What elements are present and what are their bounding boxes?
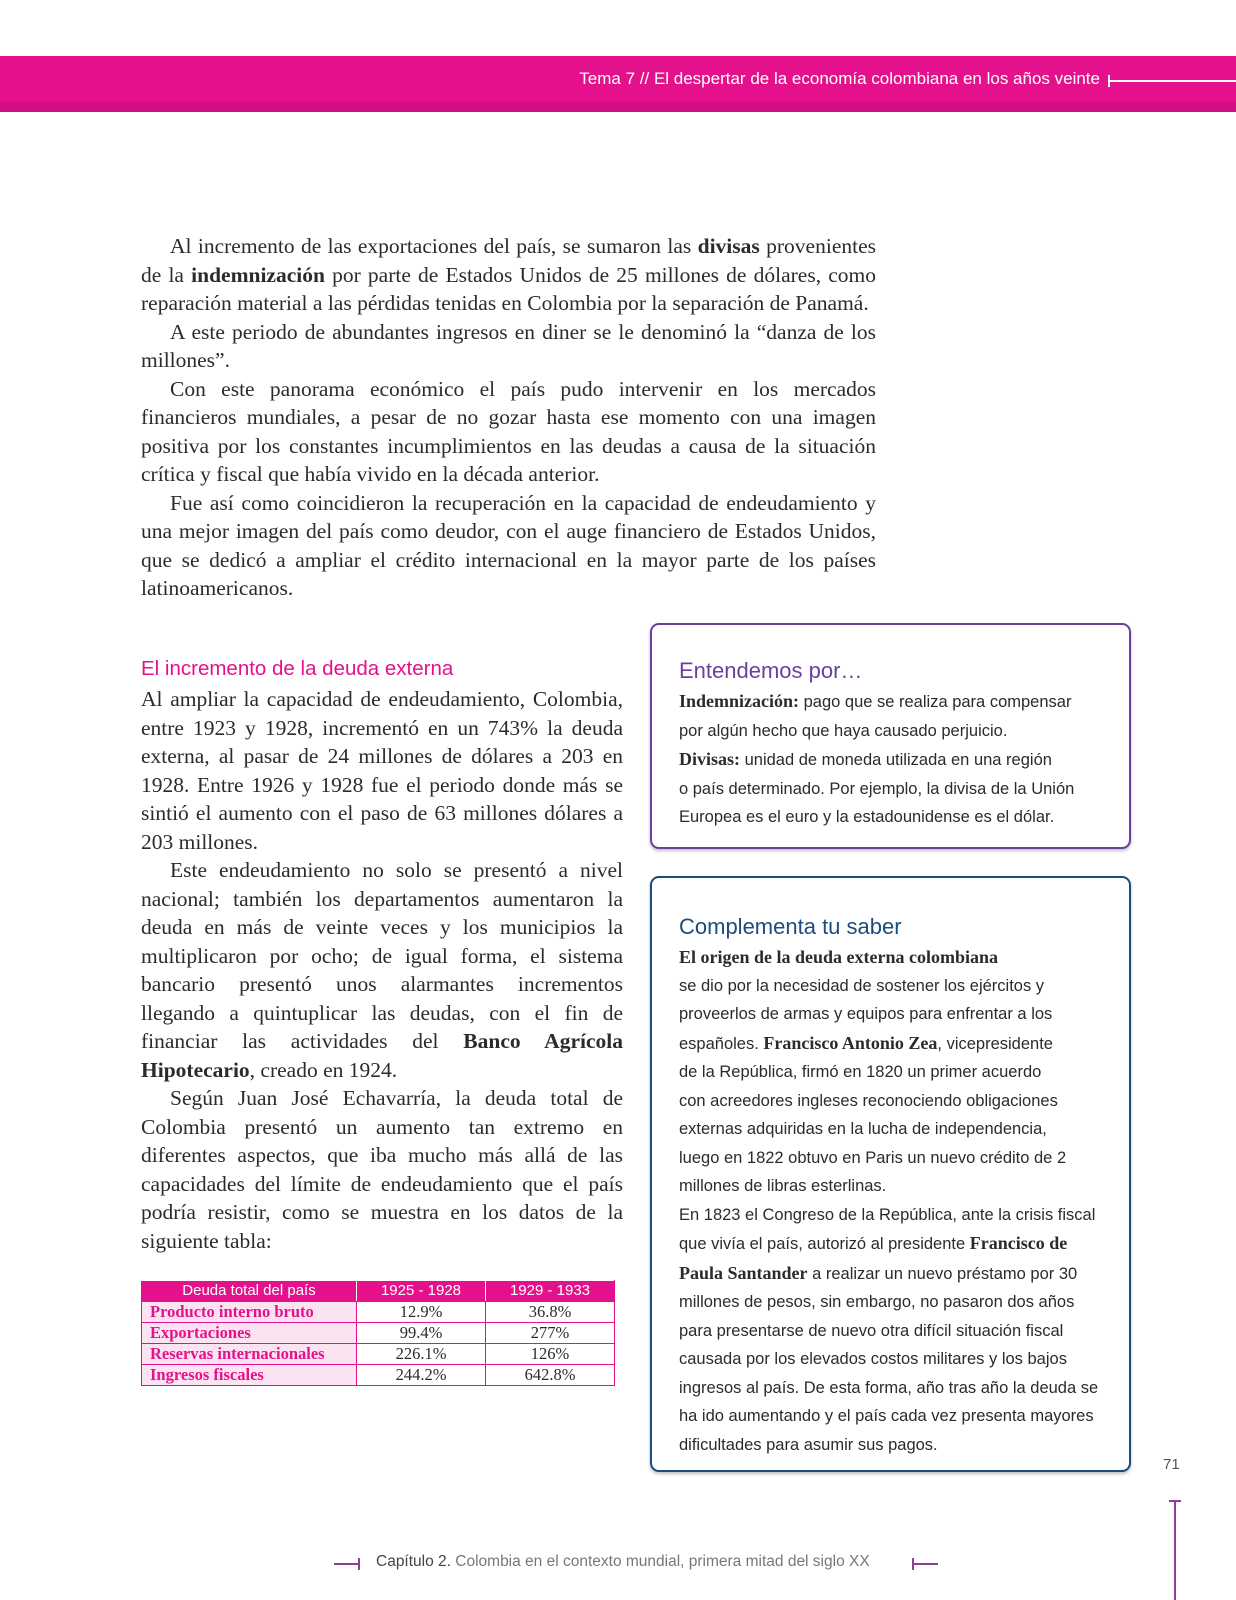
table-row-label: Producto interno bruto	[142, 1302, 357, 1323]
footer	[334, 1552, 934, 1576]
term-divisas: divisas	[697, 234, 760, 258]
page-number: 71	[1163, 1456, 1180, 1473]
section-paragraph-1: Al ampliar la capacidad de endeudamiento, Colombia, entre 1923 y 1928, incrementó en un 743% la deuda externa, al pasar de 24 millones de dólares a 203 en 1928. Entre 1926 y 1928 fue el periodo donde más se sintió el aumento con el paso de 63 millones dólares a 203 millones.	[141, 687, 623, 854]
table-header-cell: 1925 - 1928	[357, 1281, 486, 1302]
table-header-row	[142, 1281, 615, 1302]
table-cell: 226.1%	[357, 1344, 486, 1365]
table-row-label: Reservas internacionales	[142, 1344, 357, 1365]
header-shade	[0, 102, 1236, 112]
intro-paragraph-4: Fue así como coincidieron la recuperación en la capacidad de endeudamiento y una mejor imagen del país como deudor, con el auge financiero de Estados Unidos, que se dedicó a ampliar el crédito internacional en la mayor parte de los países latinoamericanos.	[141, 490, 876, 600]
table-row	[142, 1344, 615, 1365]
table-cell: 277%	[486, 1323, 615, 1344]
complement-text: El origen de la deuda externa colombiana se dio por la necesidad de sostener los ejércitos y proveerlos de armas y equipos para enfrentar a los españoles. Francisco Antonio Zea, vicepresidente de la República, firmó en 1820 un primer acuerdo con acreedores ingleses reconociendo obligaciones externas adquiridas en la lucha de independencia, luego en 1822 obtuvo en Paris un nuevo crédito de 2 millones de libras esterlinas. En 1823 el Congreso de la República, ante la crisis fiscal que vivía el país, autorizó al presidente Francisco de Paula Santander a realizar un nuevo préstamo por 30 millones de pesos, sin embargo, no pasaron dos años para presentarse de nuevo otra difícil situación fiscal causada por los elevados costos militares y los bajos ingresos al país. De esta forma, año tras año la deuda se ha ido aumentando y el país cada vez presenta mayores dificultades para asumir sus pagos.	[679, 943, 1109, 1459]
complement-title: Complementa tu saber	[679, 914, 902, 939]
intro-paragraph-1: Al incremento de las exportaciones del país, se sumaron las divisas provenientes de la indemnización por parte de Estados Unidos de 25 millones de dólares, como reparación material a las pérdidas tenidas en Colombia por la separación de Panamá.	[141, 234, 876, 315]
side-rule	[1174, 1500, 1176, 1600]
intro-paragraph-3: Con este panorama económico el país pudo intervenir en los mercados financieros mundiales, a pesar de no gozar hasta ese momento con una imagen positiva por los constantes incumplimientos en las deudas a causa de la situación crítica y fiscal que había vivido en la década anterior.	[141, 376, 876, 486]
table-row	[142, 1302, 615, 1323]
table-row-label: Exportaciones	[142, 1323, 357, 1344]
complement-subtitle: El origen de la deuda externa colombiana	[679, 947, 998, 967]
header-title: Tema 7 // El despertar de la economía colombiana en los años veinte	[579, 69, 1100, 88]
intro-text	[141, 232, 876, 603]
table-row	[142, 1323, 615, 1344]
definitions-text: Indemnización: pago que se realiza para compensar por algún hecho que haya causado perjuicio. Divisas: unidad de moneda utilizada en una región o país determinado. Por ejemplo, la divisa de la Unión Europea es el euro y la estadounidense es el dólar.	[679, 691, 1075, 826]
table-cell: 642.8%	[486, 1365, 615, 1386]
section-text	[141, 685, 623, 1255]
table-row-label: Ingresos fiscales	[142, 1365, 357, 1386]
table-cell: 99.4%	[357, 1323, 486, 1344]
term-indemnizacion: indemnización	[191, 262, 325, 287]
table-cell: 12.9%	[357, 1302, 486, 1323]
definitions-title: Entendemos por…	[679, 658, 863, 683]
section-paragraph-2: Este endeudamiento no solo se presentó a nivel nacional; también los departamentos aumentaron la deuda en más de veinte veces y los municipios la multiplicaron por ocho; de igual forma, el sistema bancario presentó unos alarmantes incrementos llegando a quintuplicar las deudas, con el fin de financiar las actividades del Banco Agrícola Hipotecario, creado en 1924.	[141, 858, 623, 1082]
footer-text: Capítulo 2. Colombia en el contexto mundial, primera mitad del siglo XX	[376, 1553, 870, 1570]
header-rule	[1108, 80, 1236, 82]
intro-paragraph-2: A este periodo de abundantes ingresos en diner se le denominó la “danza de los millones”.	[141, 319, 876, 372]
section-paragraph-3: Según Juan José Echavarría, la deuda total de Colombia presentó un aumento tan extremo en diferentes aspectos, que iba mucho más allá de las capacidades del límite de endeudamiento que el país podría resistir, como se muestra en los datos de la siguiente tabla:	[141, 1086, 623, 1253]
complement-box	[650, 876, 1131, 1472]
table-header-cell: 1929 - 1933	[486, 1281, 615, 1302]
definitions-box	[650, 623, 1131, 849]
footer-rule-left	[334, 1563, 360, 1565]
table-cell: 244.2%	[357, 1365, 486, 1386]
footer-rule-right	[912, 1563, 938, 1565]
section-title: El incremento de la deuda externa	[141, 657, 454, 680]
definition-term: Indemnización:	[679, 691, 800, 711]
debt-table	[141, 1280, 615, 1386]
table-header-cell: Deuda total del país	[142, 1281, 357, 1302]
table-row	[142, 1365, 615, 1386]
table-cell: 126%	[486, 1344, 615, 1365]
definition-term: Divisas:	[679, 749, 741, 769]
term-banco-agricola: Banco Agrícola Hipotecario	[141, 1029, 623, 1082]
table-cell: 36.8%	[486, 1302, 615, 1323]
header-band	[0, 56, 1236, 112]
